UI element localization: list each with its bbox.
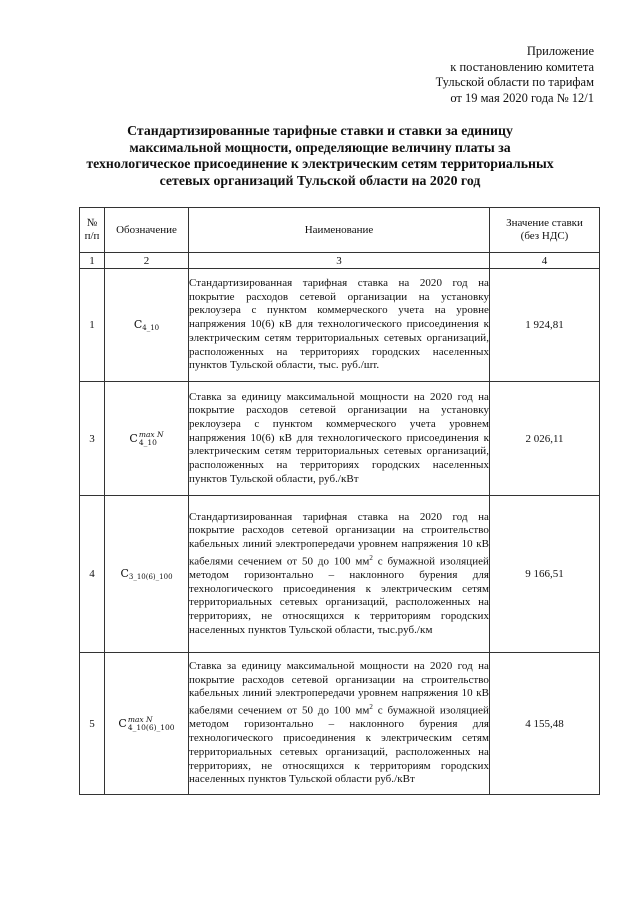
title-line: сетевых организаций Тульской области на 2020 год: [159, 172, 481, 188]
symbol-letter: C: [118, 716, 127, 730]
table-row: [80, 382, 600, 496]
annex-line: Приложение: [526, 44, 594, 58]
rate-description: Стандартизированная тарифная ставка на 2020 год на покрытие расходов сетевой организации на установку реклоузера с пунктом коммерческого учета на уровне напряжения 10(6) кВ для технологического присоединения к электрическим сетям территориальных сетевых организаций, расположенных на территориях городских населенных пунктов Тульской области, тыс. руб./шт.: [189, 269, 490, 382]
index-cell: 4: [490, 253, 600, 269]
rates-table: [79, 207, 600, 795]
unit-superscript: 2: [369, 553, 373, 562]
symbol-subscript: 4_10: [138, 437, 157, 447]
document-title: [70, 123, 570, 189]
symbol-subscript: 4_10: [142, 324, 160, 332]
title-line: технологическое присоединение к электрическим сетям территориальных: [86, 156, 554, 171]
symbol-letter: C: [129, 431, 138, 445]
annex-header: [334, 44, 594, 106]
annex-line: от 19 мая 2020 года № 12/1: [450, 90, 594, 105]
table-row: [80, 496, 600, 653]
rate-description: [189, 653, 490, 795]
title-line: максимальной мощности, определяющие величину платы за: [129, 139, 511, 155]
description-part: с бумажной изоляцией методом горизонтально – наклонного бурения для технологического присоединения к электрическим сетям территориальных сетевых организаций, расположенных на территориях, не относящихся к территориям городских населенных пунктов Тульской области, тыс.руб./км: [189, 555, 489, 636]
header-value-line2: (без НДС): [520, 230, 569, 242]
symbol-superscript: max N: [138, 429, 164, 439]
rate-description: [189, 496, 490, 653]
index-cell: 3: [189, 253, 490, 269]
rate-value: 4 155,48: [490, 653, 600, 795]
unit-superscript: 2: [369, 703, 373, 712]
symbol-letter: C: [120, 567, 129, 580]
annex-line: к постановлению комитета: [450, 59, 594, 74]
index-cell: 1: [80, 253, 105, 269]
description-part: Стандартизированная тарифная ставка на 2020 год на покрытие расходов сетевой организации на строительство кабельных линий электропередачи уровнем напряжения 10 кВ кабелями сечением от 50 до 100 мм: [189, 510, 489, 568]
header-num-line2: п/п: [84, 230, 100, 242]
description-part: с бумажной изоляцией методом горизонтально – наклонного бурения для технологического присоединения к электрическим сетям территориальных сетевых организаций, расположенных на территориях, не относящихся к территориям городских населенных пунктов Тульской области руб./кВт: [189, 704, 489, 786]
rate-symbol: [105, 269, 189, 382]
description-part: Ставка за единицу максимальной мощности на 2020 год на покрытие расходов сетевой организации на строительство кабельных линий электропередачи уровнем напряжения 10 кВ кабелями сечением от 50 до 100 мм: [189, 660, 489, 717]
rate-value: 9 166,51: [490, 496, 600, 653]
table-index-row: [80, 253, 600, 269]
rate-value: 1 924,81: [490, 269, 600, 382]
header-value-line1: Значение ставки: [506, 217, 583, 229]
row-number: 1: [80, 269, 105, 382]
row-number: 4: [80, 496, 105, 653]
symbol-letter: C: [133, 318, 143, 331]
table-header-row: [80, 208, 600, 253]
rate-value: 2 026,11: [490, 382, 600, 496]
row-number: 3: [80, 382, 105, 496]
header-code: Обозначение: [105, 208, 189, 253]
table-row: [80, 653, 600, 795]
row-number: 5: [80, 653, 105, 795]
header-num-line1: №: [86, 217, 98, 229]
index-cell: 2: [105, 253, 189, 269]
symbol-subscript: 4_10(6)_100: [127, 722, 175, 732]
header-name: Наименование: [189, 208, 490, 253]
header-value: [490, 208, 600, 253]
rate-symbol: [105, 653, 189, 795]
annex-line: Тульской области по тарифам: [435, 75, 594, 89]
rate-description: Ставка за единицу максимальной мощности на 2020 год на покрытие расходов сетевой организации на установку реклоузера с пунктом коммерческого учета уровнем напряжения 10(6) кВ для технологического присоединения к электрическим сетям территориальных сетевых организаций, расположенных на территориях городских населенных пунктов Тульской области, руб./кВт: [189, 382, 490, 496]
title-line: Стандартизированные тарифные ставки и ставки за единицу: [127, 123, 513, 138]
rate-symbol: [105, 382, 189, 496]
rate-symbol: [105, 496, 189, 653]
symbol-superscript: max N: [127, 714, 153, 724]
symbol-subscript: 3_10(6)_100: [128, 573, 173, 581]
table-row: [80, 269, 600, 382]
header-num: [80, 208, 105, 253]
